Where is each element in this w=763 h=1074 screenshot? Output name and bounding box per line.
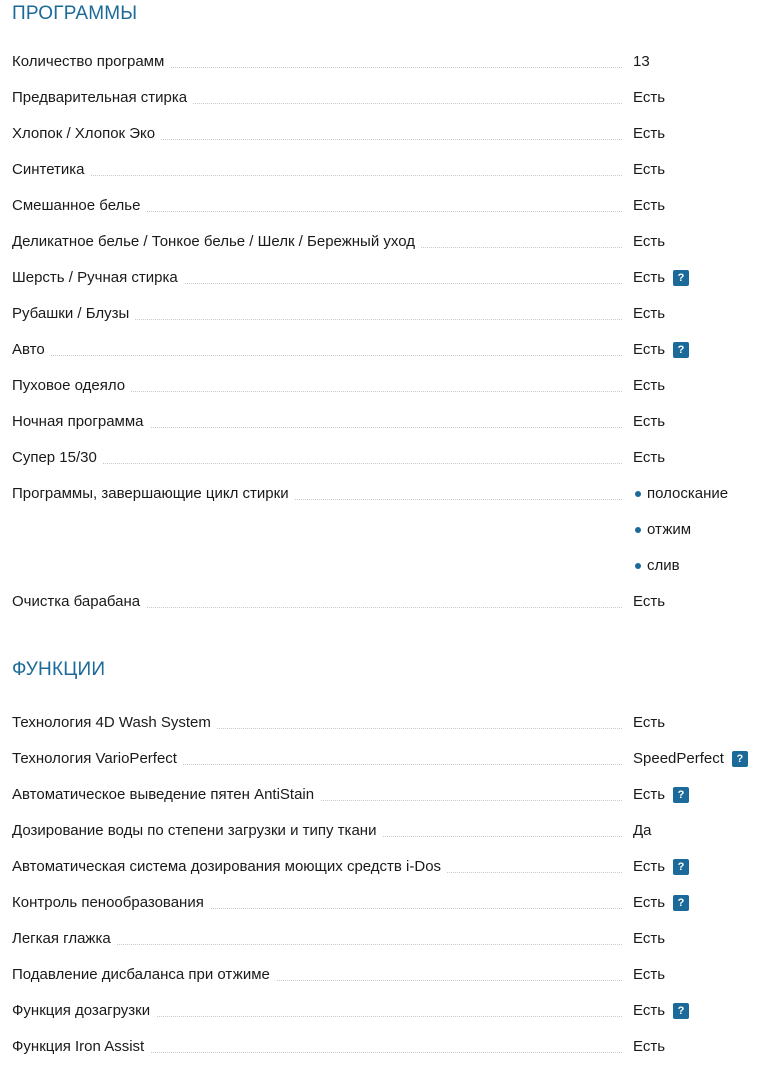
spec-label: Функция Iron Assist <box>12 1038 150 1056</box>
spec-value <box>633 714 665 732</box>
spec-label: Предварительная стирка <box>12 89 193 107</box>
spec-row <box>12 814 763 850</box>
dotted-leader <box>12 355 622 356</box>
spec-row-continued <box>12 549 763 585</box>
spec-value <box>633 197 665 215</box>
help-icon[interactable]: ? <box>673 895 689 911</box>
spec-value <box>633 269 689 287</box>
spec-label: Супер 15/30 <box>12 449 103 467</box>
spec-value-text: Есть <box>633 233 666 250</box>
spec-value <box>633 89 665 107</box>
spec-value-text: Есть <box>633 714 666 731</box>
spec-label: Хлопок / Хлопок Эко <box>12 125 161 143</box>
spec-row <box>12 297 763 333</box>
spec-value <box>633 233 665 251</box>
spec-row <box>12 994 763 1030</box>
spec-row <box>12 922 763 958</box>
bullet-icon <box>635 491 641 497</box>
spec-row <box>12 778 763 814</box>
section-title-functions: ФУНКЦИИ <box>12 659 106 680</box>
spec-value <box>633 305 665 323</box>
spec-row <box>12 405 763 441</box>
spec-value <box>633 822 652 840</box>
spec-value-text: Да <box>633 822 652 839</box>
spec-value <box>633 557 680 575</box>
spec-label: Ночная программа <box>12 413 150 431</box>
dotted-leader <box>12 175 622 176</box>
spec-value <box>633 1038 665 1056</box>
section-title-programs: ПРОГРАММЫ <box>12 3 138 24</box>
spec-value-text: Есть <box>633 413 666 430</box>
spec-value <box>633 125 665 143</box>
spec-row <box>12 441 763 477</box>
bullet-icon <box>635 563 641 569</box>
spec-label: Очистка барабана <box>12 593 146 611</box>
spec-label: Технология 4D Wash System <box>12 714 217 732</box>
spec-row <box>12 153 763 189</box>
help-icon[interactable]: ? <box>673 1003 689 1019</box>
spec-row-continued <box>12 513 763 549</box>
spec-value <box>633 341 689 359</box>
spec-label: Авто <box>12 341 51 359</box>
spec-value <box>633 53 650 71</box>
spec-row <box>12 45 763 81</box>
spec-value-text: слив <box>647 557 680 574</box>
spec-value-text: Есть <box>633 269 666 286</box>
spec-value-text: Есть <box>633 197 666 214</box>
spec-value-text: Есть <box>633 377 666 394</box>
spec-value-text: Есть <box>633 786 666 803</box>
spec-value-text: Есть <box>633 125 666 142</box>
spec-value-text: Есть <box>633 89 666 106</box>
spec-value <box>633 449 665 467</box>
spec-row <box>12 477 763 513</box>
spec-label: Легкая глажка <box>12 930 117 948</box>
spec-row <box>12 189 763 225</box>
programs-section <box>12 0 763 610</box>
spec-value-text: Есть <box>633 1002 666 1019</box>
spec-value-text: Есть <box>633 305 666 322</box>
spec-row <box>12 333 763 369</box>
spec-row <box>12 850 763 886</box>
spec-label: Контроль пенообразования <box>12 894 210 912</box>
spec-value <box>633 161 665 179</box>
spec-value-text: SpeedPerfect <box>633 750 724 767</box>
spec-value <box>633 858 689 876</box>
bullet-icon <box>635 527 641 533</box>
spec-value-text: Есть <box>633 858 666 875</box>
programs-rows <box>12 45 763 621</box>
spec-value-text: Есть <box>633 341 666 358</box>
spec-label: Функция дозагрузки <box>12 1002 156 1020</box>
spec-row <box>12 369 763 405</box>
spec-row <box>12 117 763 153</box>
spec-value <box>633 786 689 804</box>
spec-value <box>633 1002 689 1020</box>
spec-row <box>12 1030 763 1066</box>
spec-value <box>633 593 665 611</box>
spec-label: Деликатное белье / Тонкое белье / Шелк / Бережный уход <box>12 233 421 251</box>
spec-value-text: полоскание <box>647 485 729 502</box>
spec-label: Пуховое одеяло <box>12 377 131 395</box>
spec-value <box>633 485 728 503</box>
spec-label: Дозирование воды по степени загрузки и типу ткани <box>12 822 382 840</box>
help-icon[interactable]: ? <box>732 751 748 767</box>
dotted-leader <box>12 463 622 464</box>
spec-row <box>12 742 763 778</box>
spec-row <box>12 585 763 621</box>
spec-value-text: Есть <box>633 161 666 178</box>
spec-value-text: 13 <box>633 53 650 70</box>
functions-rows <box>12 706 763 1066</box>
spec-value-text: Есть <box>633 449 666 466</box>
help-icon[interactable]: ? <box>673 342 689 358</box>
spec-value-text: Есть <box>633 593 666 610</box>
spec-label: Автоматическое выведение пятен AntiStain <box>12 786 320 804</box>
spec-row <box>12 706 763 742</box>
spec-label: Шерсть / Ручная стирка <box>12 269 184 287</box>
spec-value <box>633 894 689 912</box>
spec-value-text: Есть <box>633 930 666 947</box>
spec-value <box>633 750 748 768</box>
spec-row <box>12 261 763 297</box>
help-icon[interactable]: ? <box>673 270 689 286</box>
spec-value-text: Есть <box>633 894 666 911</box>
help-icon[interactable]: ? <box>673 787 689 803</box>
spec-value-text: отжим <box>647 521 692 538</box>
spec-label: Автоматическая система дозирования моющих средств i-Dos <box>12 858 447 876</box>
functions-section <box>12 656 763 1055</box>
spec-label: Рубашки / Блузы <box>12 305 135 323</box>
spec-label: Программы, завершающие цикл стирки <box>12 485 295 503</box>
spec-value <box>633 521 691 539</box>
spec-value <box>633 413 665 431</box>
spec-value <box>633 930 665 948</box>
spec-value-text: Есть <box>633 1038 666 1055</box>
spec-label: Технология VarioPerfect <box>12 750 183 768</box>
spec-label: Смешанное белье <box>12 197 146 215</box>
spec-value-text: Есть <box>633 966 666 983</box>
spec-row <box>12 225 763 261</box>
spec-row <box>12 81 763 117</box>
spec-value <box>633 966 665 984</box>
spec-label: Количество программ <box>12 53 170 71</box>
spec-label: Подавление дисбаланса при отжиме <box>12 966 276 984</box>
spec-value <box>633 377 665 395</box>
spec-label: Синтетика <box>12 161 91 179</box>
spec-row <box>12 958 763 994</box>
help-icon[interactable]: ? <box>673 859 689 875</box>
spec-row <box>12 886 763 922</box>
